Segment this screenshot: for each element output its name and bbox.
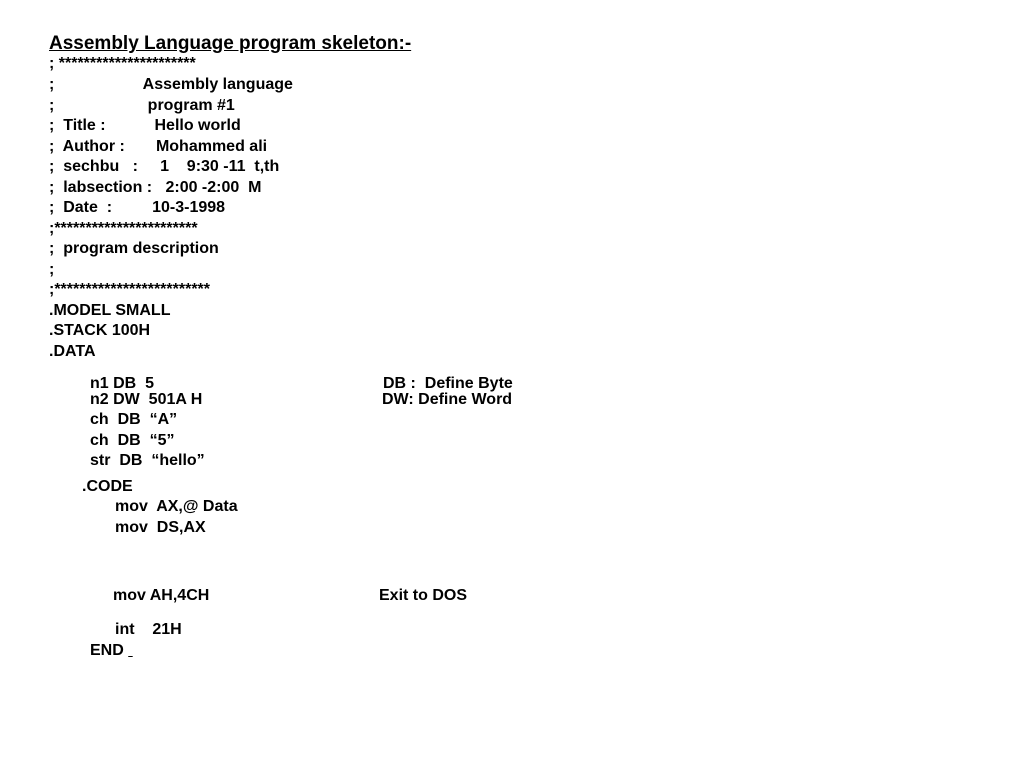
data-n1: n1 DB 5 (90, 375, 155, 392)
directive-code: .CODE (82, 478, 133, 495)
data-n2: n2 DW 501A H (90, 391, 203, 408)
code-mov-ax: mov AX,@ Data (115, 498, 238, 515)
directive-model: .MODEL SMALL (49, 302, 171, 319)
slide-title: Assembly Language program skeleton:- (49, 33, 412, 54)
data-ch-5: ch DB “5” (90, 432, 175, 449)
comment-sechbu: ; sechbu : 1 9:30 -11 t,th (49, 158, 280, 175)
comment-author: ; Author : Mohammed ali (49, 138, 268, 155)
directive-data: .DATA (49, 343, 96, 360)
code-end (90, 641, 133, 661)
comment-stars-top: ; ********************** (49, 55, 196, 72)
code-exit-comment: Exit to DOS (379, 587, 468, 604)
data-n2-comment: DW: Define Word (382, 391, 513, 408)
data-ch-a: ch DB “A” (90, 411, 178, 428)
comment-stars-middle: ;*********************** (49, 220, 198, 237)
data-str: str DB “hello” (90, 452, 205, 469)
comment-empty: ; (49, 261, 55, 278)
code-mov-ah: mov AH,4CH (113, 587, 210, 604)
code-mov-ds: mov DS,AX (115, 519, 206, 536)
comment-stars-bottom: ;************************* (49, 281, 210, 298)
code-end-label: END (90, 642, 124, 659)
data-n1-comment: DB : Define Byte (383, 375, 513, 392)
comment-title: ; Title : Hello world (49, 117, 241, 134)
directive-stack: .STACK 100H (49, 322, 151, 339)
comment-labsection: ; labsection : 2:00 -2:00 M (49, 179, 262, 196)
comment-program-description: ; program description (49, 240, 219, 257)
code-int: int 21H (115, 621, 182, 638)
comment-date: ; Date : 10-3-1998 (49, 199, 226, 216)
comment-assembly-language: ; Assembly language (49, 76, 293, 93)
comment-program-number: ; program #1 (49, 97, 235, 114)
code-end-underscore (128, 642, 132, 659)
